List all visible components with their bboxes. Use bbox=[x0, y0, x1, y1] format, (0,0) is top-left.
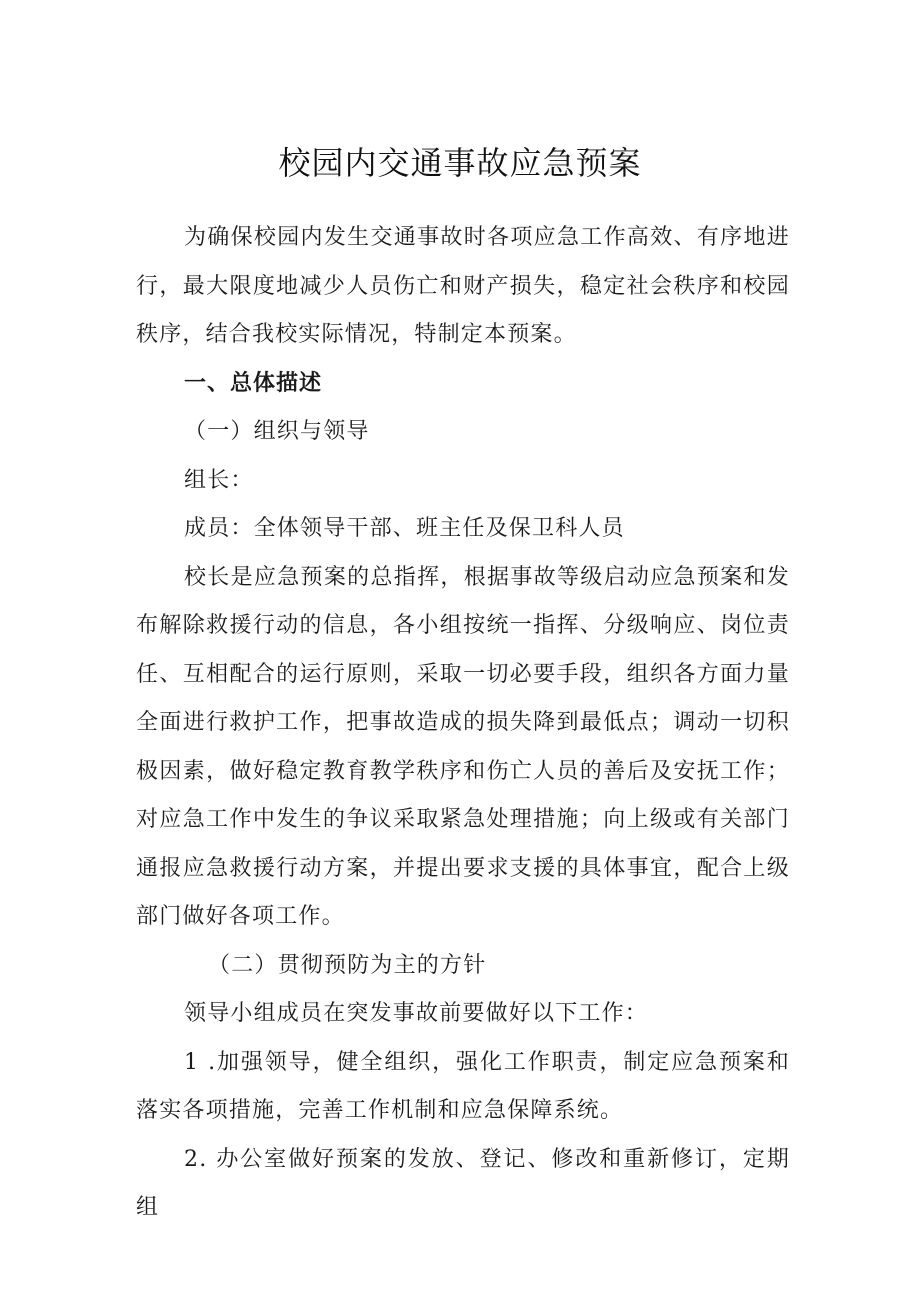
principal-duties-paragraph: 校长是应急预案的总指挥，根据事故等级启动应急预案和发布解除救援行动的信息，各小组按统一指挥、分级响应、岗位责任、互相配合的运行原则，采取一切必要手段，组织各方面力量全面进行救护工作，把事故造成的损失降到最低点；调动一切积极因素，做好稳定教育教学秩序和伤亡人员的善后及安抚工作；对应急工作中发生的争议采取紧急处理措施；向上级或有关部门通报应急救援行动方案，并提出要求支援的具体事宜，配合上级部门做好各项工作。 bbox=[136, 564, 790, 929]
list-item-1: 1 .加强领导，健全组织，强化工作职责，制定应急预案和落实各项措施，完善工作机制和应急保障系统。 bbox=[136, 1049, 790, 1123]
document-title: 校园内交通事故应急预案 bbox=[278, 144, 642, 182]
group-leader-line: 组长： bbox=[184, 467, 254, 493]
group-members-line: 成员：全体领导干部、班主任及保卫科人员 bbox=[184, 516, 625, 541]
intro-paragraph: 为确保校园内发生交通事故时各项应急工作高效、有序地进行，最大限度地减少人员伤亡和财产损失，稳定社会秩序和校园秩序，结合我校实际情况，特制定本预案。 bbox=[136, 225, 790, 347]
subsection-heading-prevention: （二）贯彻预防为主的方针 bbox=[208, 952, 487, 978]
list-item-2: 2. 办公室做好预案的发放、登记、修改和重新修订，定期组 bbox=[136, 1146, 790, 1220]
section-heading-overview: 一、总体描述 bbox=[184, 370, 323, 396]
prevention-intro-paragraph: 领导小组成员在突发事故前要做好以下工作： bbox=[184, 1001, 649, 1026]
document-body bbox=[136, 214, 790, 1233]
subsection-heading-organization: （一）组织与领导 bbox=[184, 419, 370, 444]
